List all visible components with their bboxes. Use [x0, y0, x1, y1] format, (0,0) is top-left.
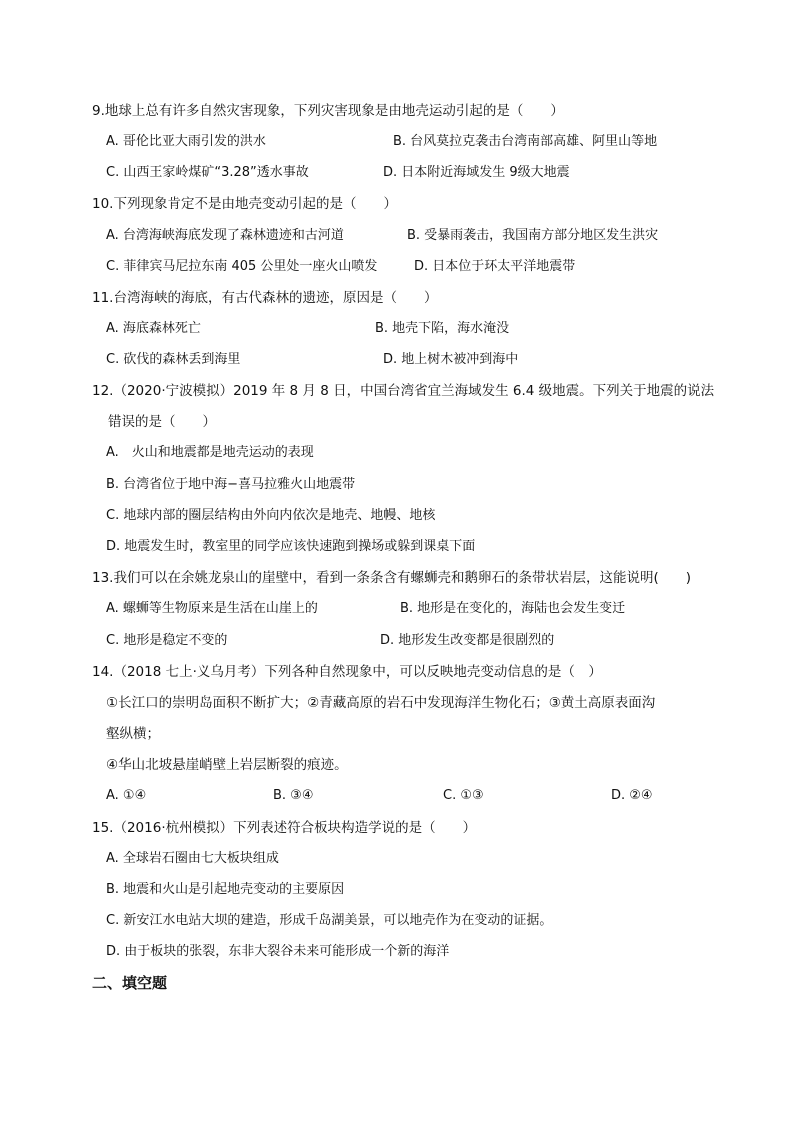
question-15-option-b: B. 地震和火山是引起地壳变动的主要原因 [106, 882, 345, 897]
question-12-option-d: D. 地震发生时，教室里的同学应该快速跑到操场或躲到课桌下面 [106, 539, 476, 554]
question-14-option-a: A. ①④ [106, 788, 147, 803]
question-15-stem: 15.（2016·杭州模拟）下列表述符合板块构造学说的是（ ） [92, 820, 477, 836]
question-9-stem: 9.地球上总有许多自然灾害现象，下列灾害现象是由地壳运动引起的是（ ） [92, 103, 564, 119]
question-10-option-b: B. 受暴雨袭击，我国南方部分地区发生洪灾 [407, 228, 659, 243]
question-9-option-c: C. 山西王家岭煤矿“3.28”透水事故 [106, 165, 309, 180]
question-14-option-b: B. ③④ [273, 788, 314, 803]
question-13-option-b: B. 地形是在变化的，海陆也会发生变迁 [400, 601, 626, 616]
question-14-description-line-2: 壑纵横； [106, 726, 160, 742]
question-11-option-b: B. 地壳下陷，海水淹没 [375, 321, 510, 336]
question-13-option-a: A. 螺蛳等生物原来是生活在山崖上的 [106, 601, 318, 616]
question-10-stem: 10.下列现象肯定不是由地壳变动引起的是（ ） [92, 196, 397, 212]
question-14-description-line-1: ①长江口的崇明岛面积不断扩大；②青藏高原的岩石中发现海洋生物化石；③黄土高原表面沟 [106, 695, 656, 711]
question-12-stem: 12.（2020·宁波模拟）2019 年 8 月 8 日，中国台湾省宜兰海域发生 6.4 级地震。下列关于地震的说法 [92, 383, 715, 399]
question-12-option-b: B. 台湾省位于地中海−喜马拉雅火山地震带 [106, 477, 356, 492]
question-11-option-c: C. 砍伐的森林丢到海里 [106, 352, 241, 367]
question-10-option-d: D. 日本位于环太平洋地震带 [414, 259, 576, 274]
question-10-option-c: C. 菲律宾马尼拉东南 405 公里处一座火山喷发 [106, 259, 378, 274]
question-15-option-a: A. 全球岩石圈由七大板块组成 [106, 851, 279, 866]
question-9-option-a: A. 哥伦比亚大雨引发的洪水 [106, 134, 266, 149]
question-14-description-line-3: ④华山北坡悬崖峭壁上岩层断裂的痕迹。 [106, 757, 348, 773]
question-13-option-d: D. 地形发生改变都是很剧烈的 [380, 633, 555, 648]
question-15-option-d: D. 由于板块的张裂，东非大裂谷未来可能形成一个新的海洋 [106, 944, 450, 959]
question-11-option-a: A. 海底森林死亡 [106, 321, 201, 336]
question-11-stem: 11.台湾海峡的海底，有古代森林的遗迹，原因是（ ） [92, 290, 438, 306]
question-10-option-a: A. 台湾海峡海底发现了森林遗迹和古河道 [106, 228, 344, 243]
question-14-option-c: C. ①③ [443, 788, 484, 803]
question-9-option-b: B. 台风莫拉克袭击台湾南部高雄、阿里山等地 [393, 134, 658, 149]
question-13-stem: 13.我们可以在余姚龙泉山的崖壁中，看到一条条含有螺蛳壳和鹅卵石的条带状岩层，这能说明( ) [92, 570, 692, 586]
question-13-option-c: C. 地形是稳定不变的 [106, 633, 228, 648]
section-heading-fill-in: 二、填空题 [92, 974, 168, 992]
question-12-option-c: C. 地球内部的圈层结构由外向内依次是地壳、地幔、地核 [106, 508, 436, 523]
question-12-stem-continuation: 错误的是（ ） [108, 414, 216, 430]
question-12-option-a: A. 火山和地震都是地壳运动的表现 [106, 445, 314, 460]
question-15-option-c: C. 新安江水电站大坝的建造，形成千岛湖美景，可以地壳作为在变动的证据。 [106, 913, 553, 928]
question-14-option-d: D. ②④ [611, 788, 653, 803]
question-9-option-d: D. 日本附近海域发生 9级大地震 [383, 165, 570, 180]
question-14-stem: 14.（2018 七上·义乌月考）下列各种自然现象中，可以反映地壳变动信息的是（ ） [92, 664, 602, 680]
question-11-option-d: D. 地上树木被冲到海中 [383, 352, 519, 367]
